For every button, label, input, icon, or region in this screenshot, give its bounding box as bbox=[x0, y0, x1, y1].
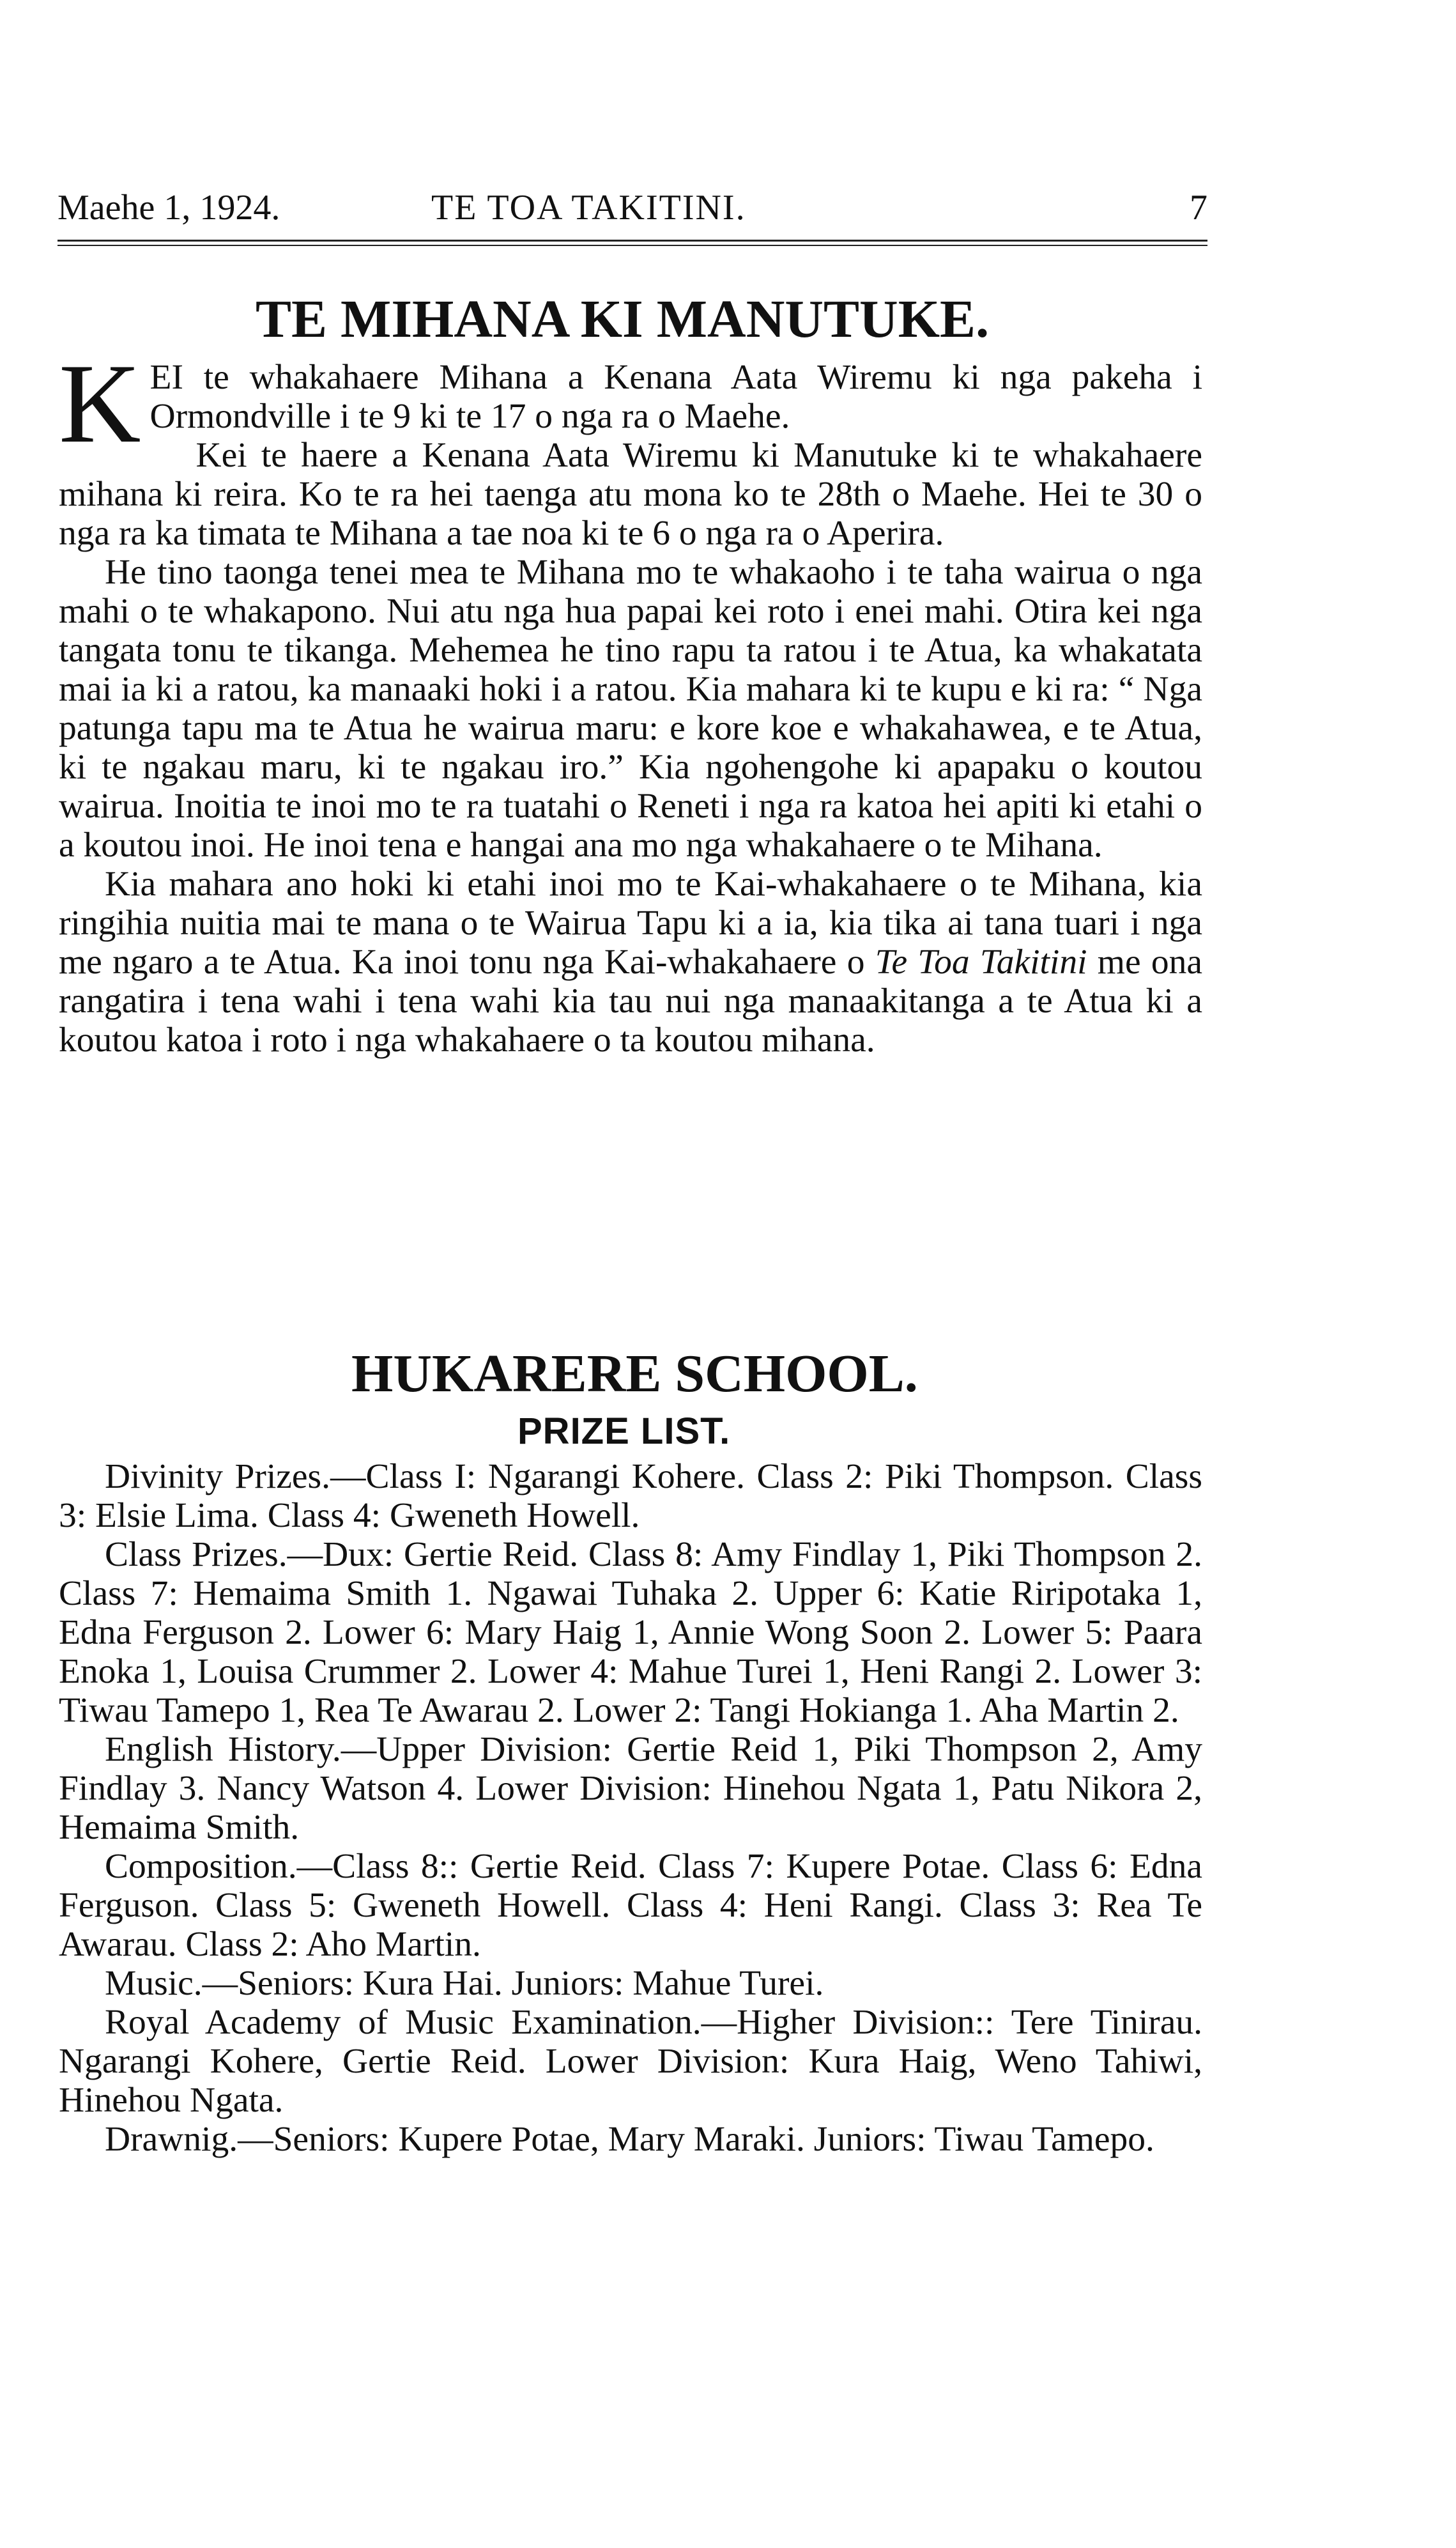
issue-date: Maehe 1, 1924. bbox=[57, 188, 280, 228]
prize-list-subtitle: PRIZE LIST. bbox=[517, 1410, 731, 1452]
prize-list bbox=[59, 1457, 1202, 2159]
publication-title: TE TOA TAKITINI. bbox=[431, 188, 746, 228]
school-section-title: HUKARERE SCHOOL. bbox=[351, 1344, 918, 1403]
paragraph-1-text: EI te whakahaere Mihana a Kenana Aata Wiremu ki nga pakeha i Ormondville i te 9 ki te 17 o nga ra o Maehe. bbox=[149, 358, 1202, 436]
prize-paragraph-royal-academy: Royal Academy of Music Examination.—Higher Division:: Tere Tinirau. Ngarangi Kohere, Gertie Reid. Lower Division: Kura Haig, Weno Tahiwi, Hinehou Ngata. bbox=[59, 2003, 1202, 2120]
drop-cap: K bbox=[59, 340, 141, 467]
paragraph-4-italic-title: Te Toa Takitini bbox=[875, 943, 1087, 982]
article-paragraph-2: Kei te haere a Kenana Aata Wiremu ki Manutuke ki te whakahaere mihana ki reira. Ko te ra hei taenga atu mona ko te 28th o Maehe. Hei te 30 o nga ra ka timata te Mihana a tae noa ki te 6 o nga ra o Aperira. bbox=[59, 436, 1202, 553]
article-paragraph-4 bbox=[59, 865, 1202, 1060]
prize-paragraph-english-history: English History.—Upper Division: Gertie Reid 1, Piki Thompson 2, Amy Findlay 3. Nancy Watson 4. Lower Division: Hinehou Ngata 1, Patu Nikora 2, Hemaima Smith. bbox=[59, 1730, 1202, 1847]
article-body bbox=[59, 340, 1203, 1060]
prize-paragraph-class: Class Prizes.—Dux: Gertie Reid. Class 8: Amy Findlay 1, Piki Thompson 2. Class 7: Hemaima Smith 1. Ngawai Tuhaka 2. Upper 6: Katie Riripotaka 1, Edna Ferguson 2. Lower 6: Mary Haig 1, Annie Wong Soon 2. Lower 5: Paara Enoka 1, Louisa Crummer 2. Lower 4: Mahue Turei 1, Heni Rangi 2. Lower 3: Tiwau Tamepo 1, Rea Te Awarau 2. Lower 2: Tangi Hokianga 1. Aha Martin 2. bbox=[59, 1535, 1202, 1730]
header-rule bbox=[57, 240, 1207, 246]
article-paragraph-3: He tino taonga tenei mea te Mihana mo te whakaoho i te taha wairua o nga mahi o te whakapono. Nui atu nga hua papai kei roto i enei mahi. Otira kei nga tangata tonu te tikanga. Mehemea he tino rapu ta ratou i te Atua, ka whakatata mai ia ki a ratou, ka manaaki hoki i a ratou. Kia mahara ki te kupu e ki ra: “ Nga patunga tapu ma te Atua he wairua maru: e kore koe e whakahawea, e te Atua, ki te ngakau maru, ki te ngakau iro.” Kia ngohengohe ki apapaku o koutou wairua. Inoitia te inoi mo te ra tuatahi o Reneti i nga ra katoa hei apiti ki etahi o a koutou inoi. He inoi tena e hangai ana mo nga whakahaere o te Mihana. bbox=[59, 553, 1202, 865]
prize-paragraph-drawing: Drawnig.—Seniors: Kupere Potae, Mary Maraki. Juniors: Tiwau Tamepo. bbox=[105, 2120, 1154, 2159]
article-title: TE MIHANA KI MANUTUKE. bbox=[256, 290, 990, 349]
running-head bbox=[57, 185, 1207, 230]
prize-paragraph-music: Music.—Seniors: Kura Hai. Juniors: Mahue Turei. bbox=[105, 1964, 824, 2003]
article-paragraph-1 bbox=[59, 340, 1202, 467]
paragraph-4-text-b: me ona rangatira i tena wahi i tena wahi kia tau nui nga manaakitanga a te Atua ki a koutou katoa i roto i nga whakahaere o ta koutou mihana. bbox=[59, 943, 1203, 1060]
prize-paragraph-composition: Composition.—Class 8:: Gertie Reid. Class 7: Kupere Potae. Class 6: Edna Ferguson. Class 5: Gweneth Howell. Class 4: Heni Rangi. Class 3: Rea Te Awarau. Class 2: Aho Martin. bbox=[59, 1847, 1202, 1964]
prize-paragraph-divinity: Divinity Prizes.—Class I: Ngarangi Kohere. Class 2: Piki Thompson. Class 3: Elsie Lima. Class 4: Gweneth Howell. bbox=[59, 1457, 1202, 1535]
paragraph-4-text-a: Kia mahara ano hoki ki etahi inoi mo te Kai-whakahaere o te Mihana, kia ringihia nuitia mai te mana o te Wairua Tapu ki a ia, kia tika ai tana tuari i nga me ngaro a te Atua. Ka inoi tonu nga Kai-whakahaere o bbox=[59, 865, 1202, 982]
page-number: 7 bbox=[1190, 188, 1207, 228]
